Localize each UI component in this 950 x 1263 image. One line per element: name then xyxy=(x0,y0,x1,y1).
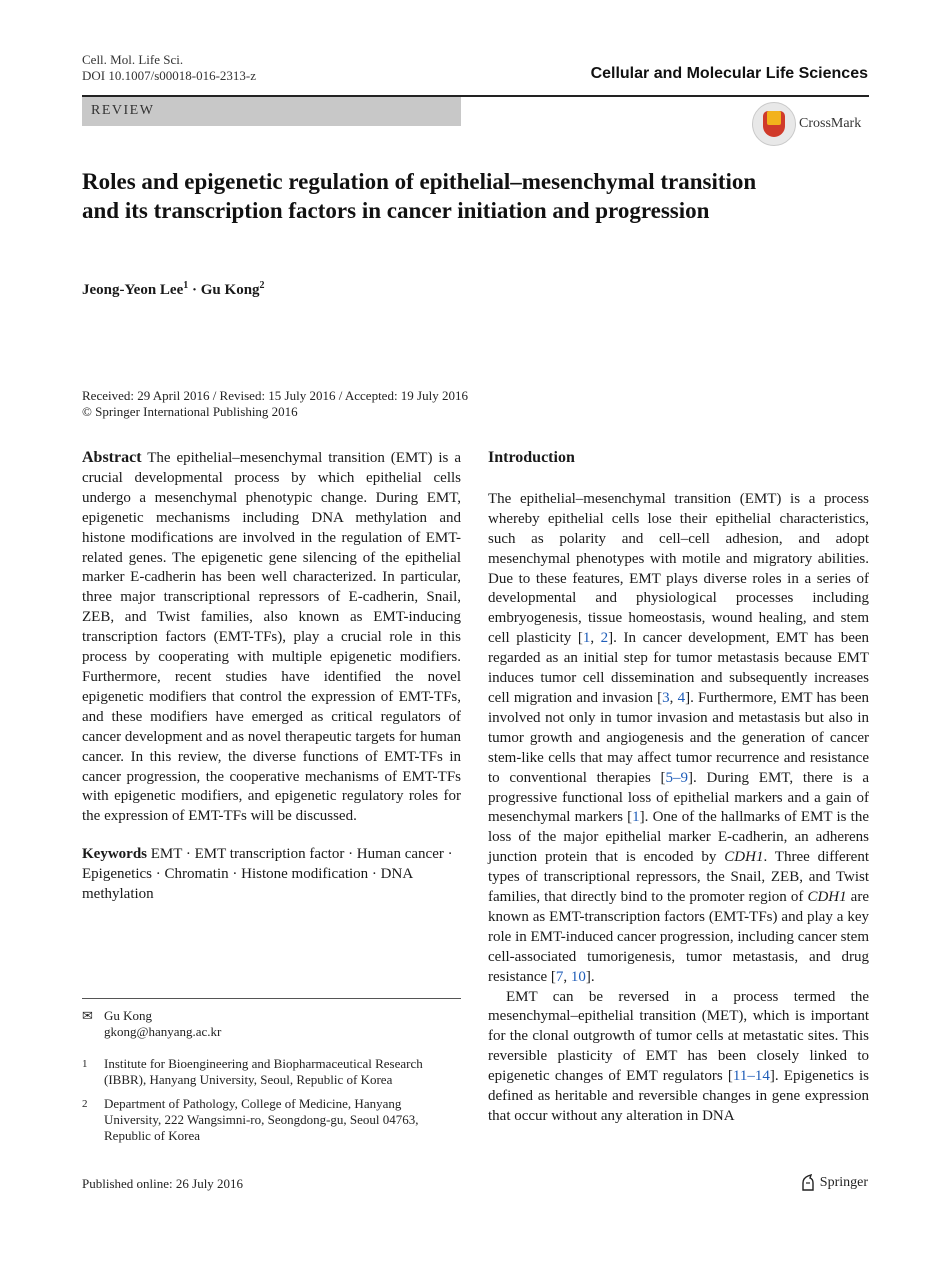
introduction-heading: Introduction xyxy=(488,449,575,466)
gene-name: CDH1 xyxy=(807,889,847,906)
citation-link[interactable]: 1 xyxy=(582,630,591,647)
affiliation-2 xyxy=(82,1096,461,1146)
affiliation-mark: 1 xyxy=(183,280,189,291)
keywords xyxy=(82,845,461,905)
crossmark-label: CrossMark xyxy=(799,116,862,131)
corresponding-name: Gu Kong xyxy=(104,1008,153,1023)
citation-link[interactable]: 2 xyxy=(600,630,609,647)
abstract-text: The epithelial–mesenchymal transition (EMT) is a crucial developmental process by which epithelial cells undergo a mesenchymal phenotypic change. During EMT, epigenetic mechanisms including DNA methylation and histone modifications are involved in the regulation of EMT-related genes. The epigenetic gene silencing of the epithelial marker E-cadherin has been well characterized. In particular, three major transcriptional repressors of E-cadherin, Snail, ZEB, and Twist families, also known as EMT-inducing transcription factors (EMT-TFs), play a crucial role in this process by cooperating with multiple epigenetic modifiers. Furthermore, recent studies have identified the novel epigenetic modifiers that control the expression of EMT-TFs, and these modifiers have emerged as critical regulators of cancer development and as novel therapeutic targets for human cancer. In this review, the diverse functions of EMT-TFs in cancer progression, the cooperative mechanisms of EMT-TFs with epigenetic modifiers, and epigenetic regulatory roles for the expression of EMT-TFs will be discussed. xyxy=(82,450,461,825)
citation-link[interactable]: 10 xyxy=(570,968,586,985)
affiliation-number: 2 xyxy=(82,1098,88,1110)
keywords-label: Keywords xyxy=(82,846,147,863)
corresponding-email[interactable]: gkong@hanyang.ac.kr xyxy=(104,1024,222,1039)
publisher-name: Springer xyxy=(819,1175,868,1190)
citation-link[interactable]: 1 xyxy=(632,809,640,826)
intro-paragraph-2: EMT can be reversed in a process termed the mesenchymal–epithelial transition (MET), which is important for the clonal outgrowth of tumor cells at metastatic sites. This reversible plasticity of EMT has been closely linked to epigenetic changes of EMT regulators [11–14]. Epigenetics is defined as heritable and reversible changes in gene expression that occur without any alteration in DNA xyxy=(488,988,869,1124)
gene-name: CDH1 xyxy=(724,849,764,866)
left-column xyxy=(82,448,461,905)
citation-link[interactable]: 7 xyxy=(555,968,564,985)
article-title: Roles and epigenetic regulation of epithelial–mesenchymal transition and its transcription factors in cancer initiation and progression xyxy=(82,169,757,223)
affiliation-text: Department of Pathology, College of Medicine, Hanyang University, 222 Wangsimni-ro, Seongdong-gu, Seoul 04763, Republic of Korea xyxy=(104,1096,419,1143)
copyright: © Springer International Publishing 2016 xyxy=(82,404,298,419)
author-list xyxy=(82,280,265,299)
envelope-icon: ✉ xyxy=(82,1008,93,1023)
abstract-label: Abstract xyxy=(82,449,142,466)
abstract xyxy=(82,448,461,827)
affiliation-1 xyxy=(82,1056,461,1090)
springer-horse-icon xyxy=(800,1174,816,1192)
article-type-label: REVIEW xyxy=(91,103,155,118)
keywords-text: EMT · EMT transcription factor · Human cancer · Epigenetics · Chromatin · Histone modification · DNA methylation xyxy=(82,846,453,903)
intro-paragraph-1: The epithelial–mesenchymal transition (EMT) is a process whereby epithelial cells lose their epithelial characteristics, such as polarity and cell–cell adhesion, and adopt mesenchymal phenotypes with motile and migratory abilities. Due to these features, EMT plays diverse roles in a series of developmental and physiological processes including embryogenesis, tissue homeostasis, wound healing, and stem cell plasticity [1, 2]. In cancer development, EMT has been regarded as an initial step for tumor metastasis because EMT induces tumor cell dissemination and subsequently increases cell migration and invasion [3, 4]. Furthermore, EMT has been involved not only in tumor invasion and metastasis but also in tumor growth and angiogenesis and the generation of cancer stem-like cells that may affect tumor recurrence and resistance to conventional therapies [5–9]. During EMT, there is a progressive functional loss of epithelial markers and a gain of mesenchymal markers [1]. One of the hallmarks of EMT is the loss of the major epithelial marker E-cadherin, an adherens junction protein that is encoded by CDH1. Three different types of transcriptional repressors, the Snail, ZEB, and Twist families, that directly bind to the promoter region of CDH1 are known as EMT-transcription factors (EMT-TFs) and play a key role in EMT-induced cancer progression, including cancer stem cell-associated tumorigenesis, tumor metastasis, and drug resistance [7, 10]. xyxy=(488,490,870,985)
footnote-rule xyxy=(82,998,461,999)
journal-reference xyxy=(82,52,256,84)
history-dates: Received: 29 April 2016 / Revised: 15 July 2016 / Accepted: 19 July 2016 xyxy=(82,388,468,403)
citation-link[interactable]: 4 xyxy=(677,689,686,706)
crossmark-badge[interactable] xyxy=(752,102,872,146)
journal-name: Cellular and Molecular Life Sciences xyxy=(590,65,868,82)
author-name: Gu Kong xyxy=(200,282,260,298)
right-column xyxy=(488,448,869,1127)
published-online: Published online: 26 July 2016 xyxy=(82,1176,244,1191)
author-separator: · xyxy=(188,282,201,298)
crossmark-icon xyxy=(752,102,796,146)
affiliation-mark: 2 xyxy=(259,280,265,291)
citation-link[interactable]: 11–14 xyxy=(732,1068,770,1085)
corresponding-author xyxy=(82,1008,461,1042)
journal-abbrev: Cell. Mol. Life Sci. xyxy=(82,52,184,67)
citation-link[interactable]: 3 xyxy=(662,689,670,706)
affiliation-number: 1 xyxy=(82,1058,88,1070)
publisher-logo xyxy=(800,1174,868,1192)
article-dates xyxy=(82,388,468,420)
author-name: Jeong-Yeon Lee xyxy=(82,282,184,298)
doi: DOI 10.1007/s00018-016-2313-z xyxy=(82,68,257,83)
affiliation-text: Institute for Bioengineering and Biopharmaceutical Research (IBBR), Hanyang University, Seoul, Republic of Korea xyxy=(104,1056,423,1087)
citation-link[interactable]: 5–9 xyxy=(665,769,689,786)
